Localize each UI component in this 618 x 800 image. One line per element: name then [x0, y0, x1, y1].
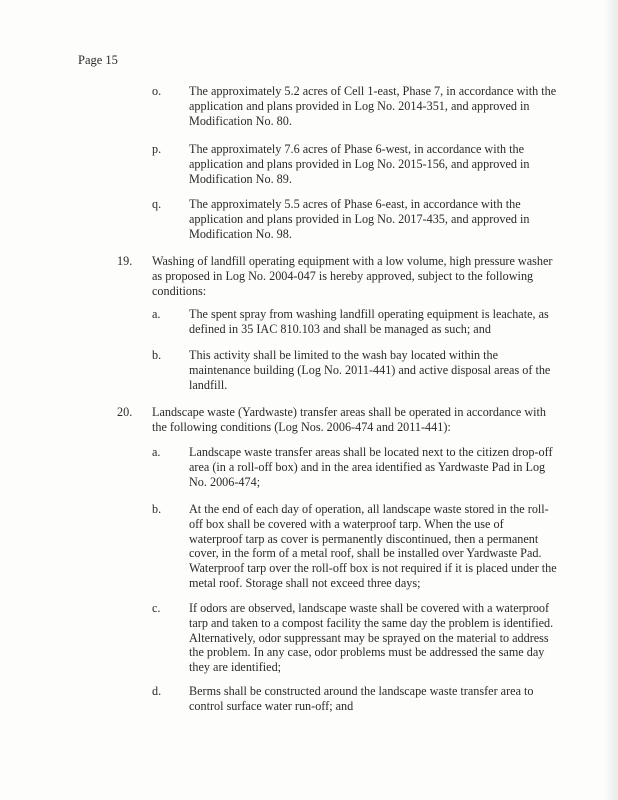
item-text: Washing of landfill operating equipment with a low volume, high pressure washer as proposed in Log No. 2004-047 is hereby approved, subject to the following conditions: [152, 254, 553, 298]
item-text: This activity shall be limited to the wash bay located within the maintenance building (Log No. 2011-441) and active disposal areas of the landfill. [189, 348, 551, 392]
item-label: a. [152, 445, 161, 459]
item-text: If odors are observed, landscape waste shall be covered with a waterproof tarp and taken to a compost facility the same day the problem is identified. Alternatively, odor suppressant may be sprayed on the material to address the problem. In any case, odor problems must be addressed the same day they are identified; [189, 601, 554, 675]
item-text: The approximately 5.5 acres of Phase 6-east, in accordance with the application and plans provided in Log No. 2017-435, and approved in Modification No. 98. [189, 197, 530, 241]
item-text: The approximately 5.2 acres of Cell 1-east, Phase 7, in accordance with the application and plans provided in Log No. 2014-351, and approved in Modification No. 80. [189, 84, 557, 128]
item-label: q. [152, 197, 162, 211]
item-label: a. [152, 307, 161, 321]
item-text: Berms shall be constructed around the landscape waste transfer area to control surface water run-off; and [189, 684, 534, 713]
item-text: Landscape waste transfer areas shall be located next to the citizen drop-off area (in a roll-off box) and in the area identified as Yardwaste Pad in Log No. 2006-474; [189, 445, 553, 489]
scan-edge-shadow [604, 0, 618, 800]
item-text: The approximately 7.6 acres of Phase 6-west, in accordance with the application and plans provided in Log No. 2015-156, and approved in Modification No. 89. [189, 142, 530, 186]
item-label: p. [152, 142, 162, 156]
item-label: 19. [117, 254, 133, 268]
item-label: d. [152, 684, 162, 698]
item-label: c. [152, 601, 161, 615]
item-text: The spent spray from washing landfill operating equipment is leachate, as defined in 35 IAC 810.103 and shall be managed as such; and [189, 307, 549, 336]
item-text: At the end of each day of operation, all landscape waste stored in the roll- off box shall be covered with a waterproof tarp. When the use of waterproof tarp as cover is permanently discontinued, then a permanent cover, in the form of a metal roof, shall be installed over Yardwaste Pad. Waterproof tarp over the roll-off box is not required if it is placed under the metal roof. Storage shall not exceed three days; [189, 502, 557, 590]
item-label: 20. [117, 405, 133, 419]
page-number: Page 15 [78, 53, 118, 67]
item-label: o. [152, 84, 162, 98]
item-label: b. [152, 348, 162, 362]
item-text: Landscape waste (Yardwaste) transfer areas shall be operated in accordance with the following conditions (Log Nos. 2006-474 and 2011-441): [152, 405, 546, 434]
item-label: b. [152, 502, 162, 516]
